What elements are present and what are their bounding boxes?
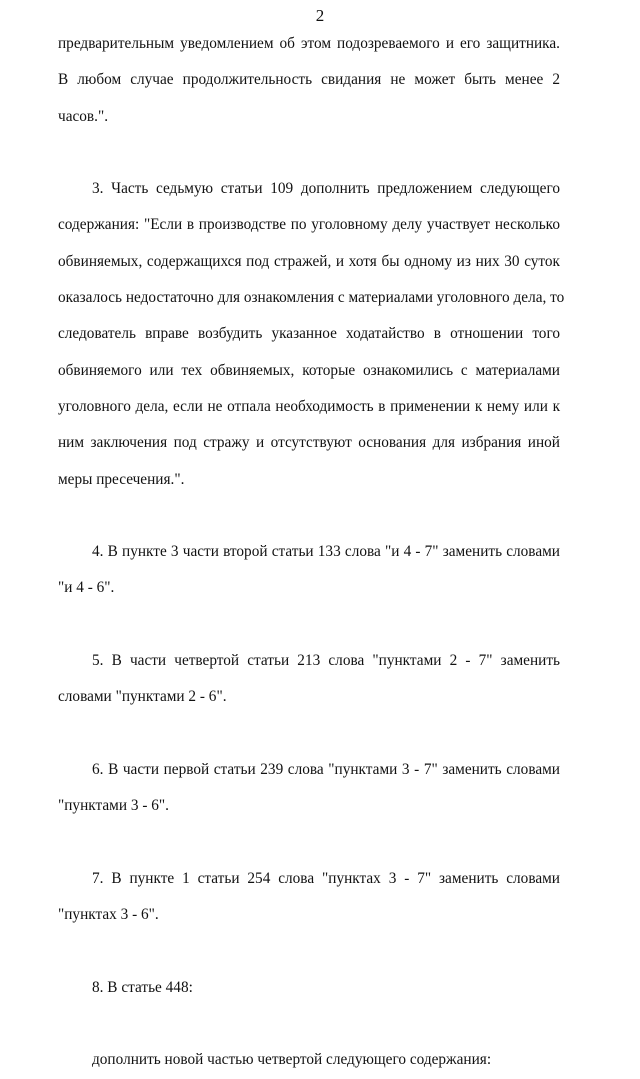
text-line: 6. В части первой статьи 239 слова "пунктами 3 - 7" заменить словами xyxy=(92,760,560,778)
text-line: 5. В части четвертой статьи 213 слова "пунктами 2 - 7" заменить xyxy=(92,652,560,670)
text-line: меры пресечения.". xyxy=(58,470,185,488)
text-line: "и 4 - 6". xyxy=(58,579,115,597)
paragraph-gap xyxy=(58,607,560,643)
text-line: 7. В пункте 1 статьи 254 слова "пунктах 3 - 7" заменить словами xyxy=(92,869,560,887)
text-line: содержания: "Если в производстве по уголовному делу участвует несколько xyxy=(58,216,560,234)
text-line: "пунктах 3 - 6". xyxy=(58,906,159,924)
paragraph-item-5 xyxy=(58,643,560,716)
text-line: "пунктами 3 - 6". xyxy=(58,797,169,815)
text-line: словами "пунктами 2 - 6". xyxy=(58,688,227,706)
paragraph-gap xyxy=(58,498,560,534)
paragraph-gap xyxy=(58,933,560,969)
text-line: уголовного дела, если не отпала необходимость в применении к нему или к xyxy=(58,397,560,415)
paragraph-item-8-instruction xyxy=(58,1042,560,1078)
text-line: часов.". xyxy=(58,107,109,125)
text-line: 4. В пункте 3 части второй статьи 133 слова "и 4 - 7" заменить словами xyxy=(92,543,560,561)
page-number: 2 xyxy=(315,6,325,25)
paragraph-gap xyxy=(58,1006,560,1042)
text-line: обвиняемых, содержащихся под стражей, и хотя бы одному из них 30 суток xyxy=(58,252,560,270)
text-line: предварительным уведомлением об этом подозреваемого и его защитника. xyxy=(58,35,560,52)
text-line: следователь вправе возбудить указанное ходатайство в отношении того xyxy=(58,325,560,343)
paragraph-item-6 xyxy=(58,752,560,825)
paragraph-item-7 xyxy=(58,861,560,934)
text-line: оказалось недостаточно для ознакомления с материалами уголовного дела, то xyxy=(58,289,565,307)
paragraph-item-8 xyxy=(58,970,560,1006)
paragraph-gap xyxy=(58,825,560,861)
text-line: обвиняемого или тех обвиняемых, которые ознакомились с материалами xyxy=(58,361,560,379)
paragraph-continuation xyxy=(58,26,560,135)
paragraph-item-4 xyxy=(58,534,560,607)
document-body xyxy=(58,26,565,1079)
text-line: В любом случае продолжительность свидания не может быть менее 2 xyxy=(58,71,560,89)
text-line: 3. Часть седьмую статьи 109 дополнить предложением следующего xyxy=(92,180,560,198)
paragraph-gap xyxy=(58,716,560,752)
paragraph-gap xyxy=(58,135,560,171)
text-line: ним заключения под стражу и отсутствуют основания для избрания иной xyxy=(58,434,560,452)
text-line: 8. В статье 448: xyxy=(92,978,193,996)
paragraph-item-3 xyxy=(58,171,565,498)
text-line: дополнить новой частью четвертой следующего содержания: xyxy=(92,1051,492,1069)
